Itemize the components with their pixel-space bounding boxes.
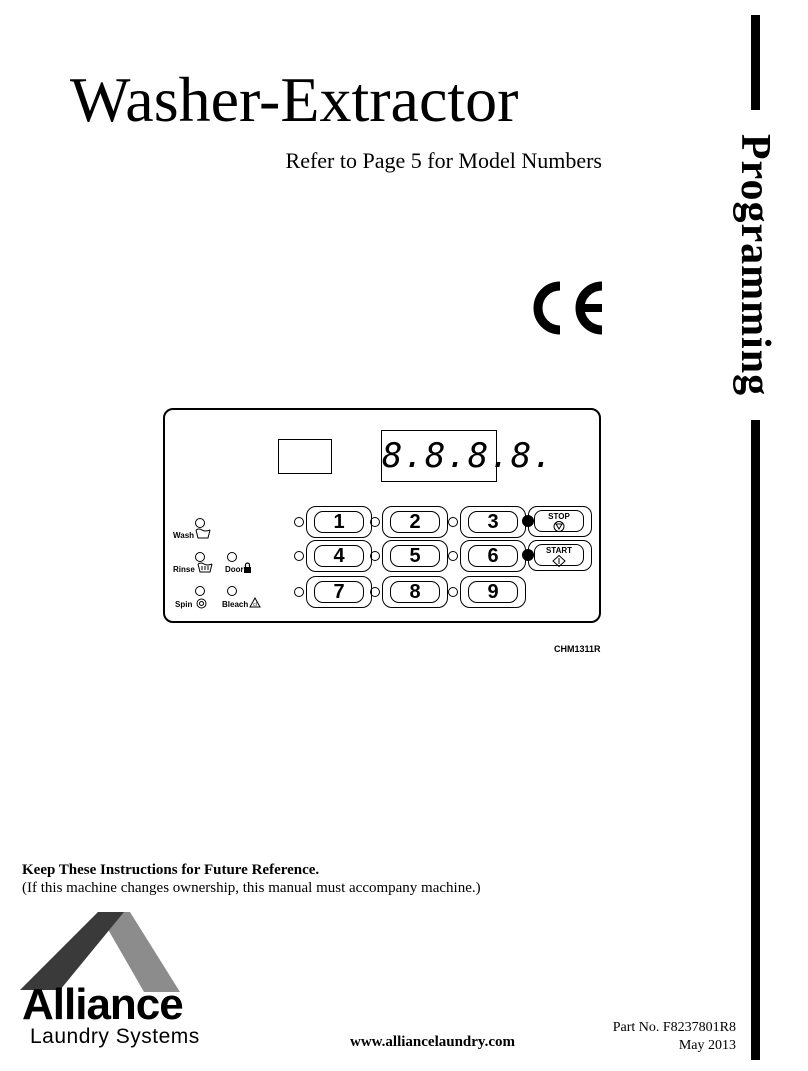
document-title: Washer-Extractor: [70, 64, 519, 135]
bleach-indicator-led: [227, 586, 237, 596]
key-1-led: [294, 517, 304, 527]
figure-code: CHM1311R: [554, 644, 601, 654]
key-9-button[interactable]: [460, 576, 526, 608]
start-button-face: [534, 544, 584, 566]
key-3-label: 3: [468, 511, 518, 533]
stop-label: STOP: [548, 512, 570, 521]
spin-label: Spin: [175, 600, 193, 609]
door-label: Door: [225, 565, 244, 574]
spin-icon: [196, 598, 207, 609]
start-icon: [552, 555, 566, 567]
key-6-led: [448, 551, 458, 561]
section-tab-label: Programming: [732, 133, 778, 397]
start-label: START: [545, 546, 573, 555]
bleach-label: Bleach: [222, 600, 249, 609]
key-7-label: 7: [314, 581, 364, 603]
logo-subtitle: Laundry Systems: [30, 1025, 200, 1048]
door-indicator-led: [227, 552, 237, 562]
model-number-note: Refer to Page 5 for Model Numbers: [285, 148, 602, 173]
key-3-button[interactable]: [460, 506, 526, 538]
stop-button-face: [534, 510, 584, 532]
wash-tub-icon: [195, 527, 211, 539]
key-2-button[interactable]: [382, 506, 448, 538]
keep-instructions-heading: Keep These Instructions for Future Reference.: [22, 862, 320, 878]
ownership-note: (If this machine changes ownership, this manual must accompany machine.): [22, 880, 481, 896]
start-button[interactable]: [528, 540, 592, 571]
key-8-button[interactable]: [382, 576, 448, 608]
stop-icon: [552, 521, 566, 532]
side-tab-rule-bottom: [751, 420, 760, 1060]
blank-display-window: [278, 439, 332, 474]
wash-label: Wash: [173, 531, 195, 540]
led-display: 8.8.8.8.: [381, 430, 497, 482]
rinse-tub-icon: [197, 561, 213, 573]
key-8-led: [370, 587, 380, 597]
key-4-button[interactable]: [306, 540, 372, 572]
logo-wordmark: Alliance: [22, 980, 183, 1029]
key-6-button[interactable]: [460, 540, 526, 572]
key-8-label: 8: [390, 581, 440, 603]
control-panel-illustration: [163, 408, 601, 623]
key-7-button[interactable]: [306, 576, 372, 608]
spin-indicator-led: [195, 586, 205, 596]
key-2-label: 2: [390, 511, 440, 533]
key-7-led: [294, 587, 304, 597]
key-9-label: 9: [468, 581, 518, 603]
key-1-button[interactable]: [306, 506, 372, 538]
key-5-label: 5: [390, 545, 440, 567]
website-url: www.alliancelaundry.com: [350, 1034, 516, 1050]
lock-icon: [243, 562, 252, 573]
ce-mark-icon: [524, 280, 608, 336]
key-5-button[interactable]: [382, 540, 448, 572]
key-6-label: 6: [468, 545, 518, 567]
key-1-label: 1: [314, 511, 364, 533]
key-2-led: [370, 517, 380, 527]
part-number: Part No. F8237801R8: [612, 1020, 736, 1035]
publication-date: May 2013: [678, 1038, 736, 1053]
key-4-led: [294, 551, 304, 561]
side-tab-rule-top: [751, 15, 760, 110]
key-3-led: [448, 517, 458, 527]
key-9-led: [448, 587, 458, 597]
key-5-led: [370, 551, 380, 561]
stop-button[interactable]: [528, 506, 592, 537]
bleach-triangle-icon: [249, 597, 261, 608]
rinse-label: Rinse: [173, 565, 195, 574]
svg-text:cl: cl: [253, 602, 257, 608]
key-4-label: 4: [314, 545, 364, 567]
